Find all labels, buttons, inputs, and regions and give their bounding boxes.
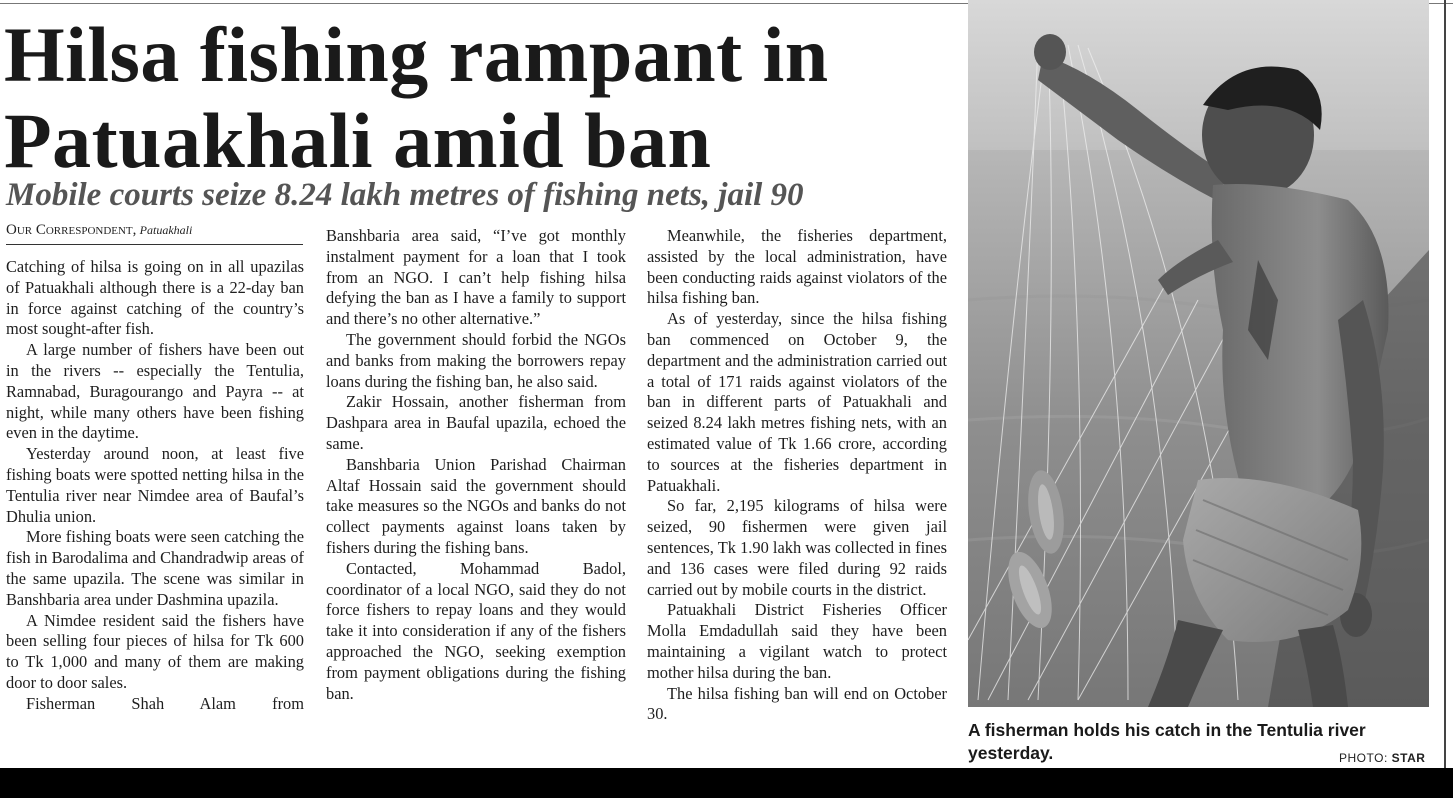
fisherman-photo-illustration xyxy=(968,0,1429,707)
paragraph: Contacted, Mohammad Badol, coordinator of a local NGO, said they do not force fishers to repay loans and they would take it into consideration if any of the fishers approached the NGO, seeking exemption from payment obligations during the fishing ban. xyxy=(326,558,626,703)
paragraph: Patuakhali District Fisheries Officer Molla Emdadullah said they have been maintaining a vigilant watch to protect mother hilsa during the ban. xyxy=(647,600,947,682)
paragraph: Banshbaria area said, “I’ve got monthly instalment payment for a loan that I took from an NGO. I can’t help fishing hilsa defying the ban as I have a family to support and there’s no other alternative.” xyxy=(326,226,626,329)
photo-credit-source: STAR xyxy=(1391,751,1426,765)
paragraph: So far, 2,195 kilograms of hilsa were seized, 90 fishermen were given jail sentences, Tk 1.90 lakh was collected in fines and 136 cases were filed during 92 raids carried out by mobile courts in the district. xyxy=(647,496,947,599)
paragraph: Banshbaria Union Parishad Chairman Altaf Hossain said the government should take measures so the NGOs and banks do not collect payments against loans taken by fishers during the fishing bans. xyxy=(326,454,626,557)
paragraph: The government should forbid the NGOs and banks from making the borrowers repay loans during the fishing ban, he also said. xyxy=(326,329,626,391)
paragraph: Catching of hilsa is going on in all upazilas of Patuakhali although there is a 22-day ban in force against catching of the country’s most sought-after fish. xyxy=(6,257,304,339)
article-column-1 xyxy=(6,257,304,765)
article-column-2 xyxy=(326,226,626,766)
subheadline: Mobile courts seize 8.24 lakh metres of fishing nets, jail 90 xyxy=(6,177,804,213)
byline-name: Our Correspondent, xyxy=(6,222,137,238)
fisherman-photo xyxy=(968,0,1429,707)
paragraph: Yesterday around noon, at least five fishing boats were spotted netting hilsa in the Tentulia river near Nimdee area of Baufal’s Dhulia union. xyxy=(6,444,304,526)
paragraph: A Nimdee resident said the fishers have been selling four pieces of hilsa for Tk 600 to Tk 1,000 and many of them are making door to door sales. xyxy=(6,610,304,692)
headline-line-2: Patuakhali amid ban xyxy=(4,97,712,184)
paragraph: The hilsa fishing ban will end on October 30. xyxy=(647,683,947,724)
right-column-rule xyxy=(1444,0,1446,768)
byline-place: Patuakhali xyxy=(139,223,193,237)
photo-credit xyxy=(1339,751,1425,765)
photo-credit-label: PHOTO: xyxy=(1339,751,1388,765)
paragraph: Meanwhile, the fisheries department, assisted by the local administration, have been conducting raids against violators of the hilsa fishing ban. xyxy=(647,226,947,308)
byline xyxy=(6,221,303,245)
paragraph: Zakir Hossain, another fisherman from Dashpara area in Baufal upazila, echoed the same. xyxy=(326,392,626,453)
headline-line-1: Hilsa fishing rampant in xyxy=(4,11,829,98)
paragraph: As of yesterday, since the hilsa fishing ban commenced on October 9, the department and the administration carried out a total of 171 raids against violators of the ban in different parts of Patuakhali and seized 8.24 lakh metres fishing nets, with an estimated value of Tk 1.66 crore, according to sources at the fisheries department in Patuakhali. xyxy=(647,309,947,495)
photo-caption: A fisherman holds his catch in the Tentulia river yesterday. xyxy=(968,720,1366,763)
article-column-3 xyxy=(647,226,947,766)
paragraph: More fishing boats were seen catching the fish in Barodalima and Chandradwip areas of the same upazila. The scene was similar in Banshbaria area under Dashmina upazila. xyxy=(6,527,304,609)
paragraph: Fisherman Shah Alam from xyxy=(26,693,304,713)
paragraph: A large number of fishers have been out in the rivers -- especially the Tentulia, Ramnabad, Buragourango and Payra -- at night, while many others have been fishing even in the daytime. xyxy=(6,340,304,443)
